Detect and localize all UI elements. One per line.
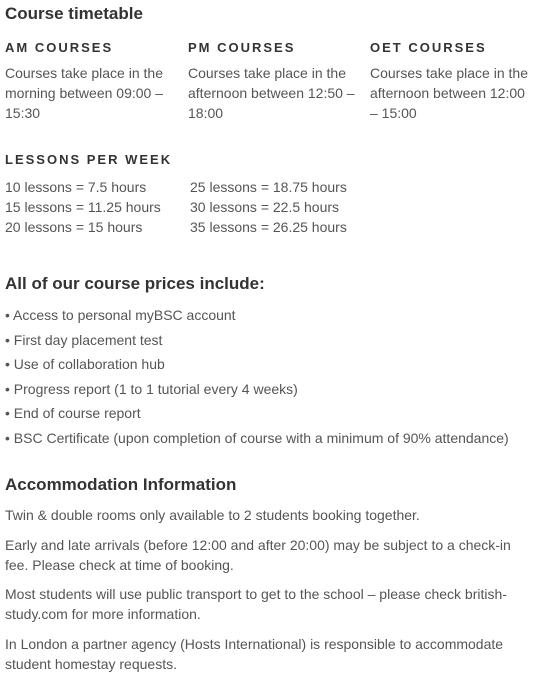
pm-courses-heading: PM COURSES (188, 40, 296, 55)
am-courses-column (5, 40, 175, 123)
list-item: • Use of collaboration hub (5, 352, 509, 377)
list-item: • Progress report (1 to 1 tutorial every 4 weeks) (5, 377, 509, 402)
accommodation-paragraph: In London a partner agency (Hosts International) is responsible to accommodate student homestay requests. (5, 635, 504, 672)
lessons-list-left (5, 177, 161, 237)
list-item: • First day placement test (5, 328, 509, 353)
lessons-item: 20 lessons = 15 hours (5, 219, 143, 235)
list-item: • BSC Certificate (upon completion of course with a minimum of 90% attendance) (5, 426, 509, 451)
accommodation-paragraph: Most students will use public transport to get to the school – please check british-study.com for more information. (5, 586, 507, 622)
pm-courses-text: Courses take place in the afternoon between 12:50 – 18:00 (188, 65, 355, 121)
oet-courses-column (370, 40, 530, 123)
lessons-item: 15 lessons = 11.25 hours (5, 199, 161, 215)
prices-heading: All of our course prices include: (5, 274, 265, 293)
accommodation-info (5, 505, 533, 679)
pm-courses-column (188, 40, 358, 123)
lessons-list-right (190, 177, 347, 237)
lessons-item: 10 lessons = 7.5 hours (5, 179, 147, 195)
lessons-item: 25 lessons = 18.75 hours (190, 179, 347, 195)
accommodation-paragraph: Early and late arrivals (before 12:00 and after 20:00) may be subject to a check-in fee. Please check at time of booking. (5, 536, 511, 573)
accommodation-heading: Accommodation Information (5, 475, 237, 494)
oet-courses-text: Courses take place in the afternoon between 12:00 – 15:00 (370, 65, 528, 121)
am-courses-text: Courses take place in the morning between 09:00 – 15:30 (5, 65, 163, 121)
prices-list (5, 303, 509, 451)
list-item: • End of course report (5, 401, 509, 426)
list-item: • Access to personal myBSC account (5, 303, 509, 328)
lessons-item: 35 lessons = 26.25 hours (190, 219, 347, 235)
oet-courses-heading: OET COURSES (370, 40, 487, 55)
accommodation-paragraph: Twin & double rooms only available to 2 students booking together. (5, 507, 420, 523)
lessons-item: 30 lessons = 22.5 hours (190, 199, 340, 215)
lessons-per-week-heading: LESSONS PER WEEK (5, 152, 173, 167)
am-courses-heading: AM COURSES (5, 40, 114, 55)
page-title: Course timetable (5, 4, 143, 23)
